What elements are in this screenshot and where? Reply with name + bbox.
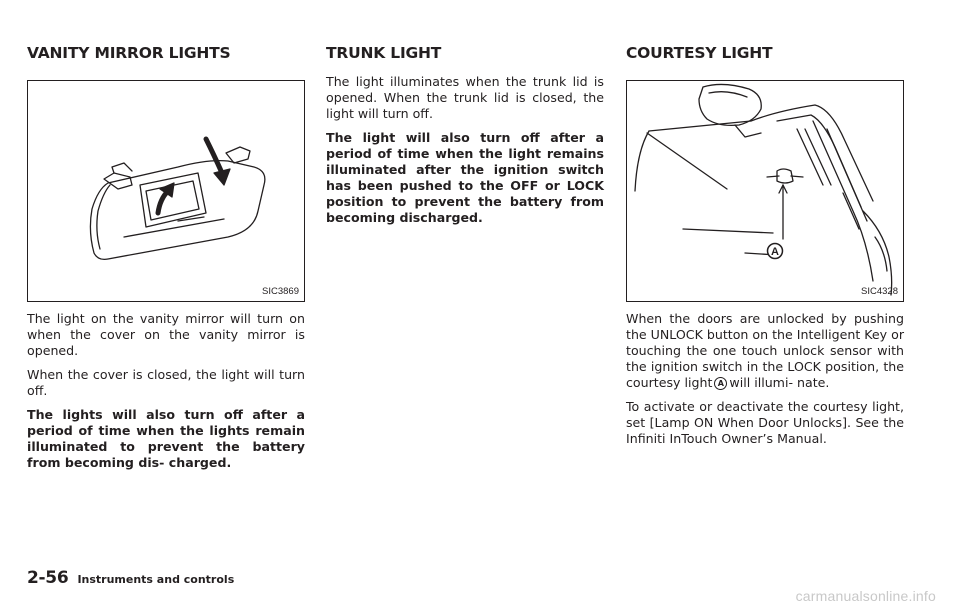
courtesy-light-section <box>626 44 904 455</box>
courtesy-figure <box>626 80 904 302</box>
sun-visor-illustration <box>28 81 304 301</box>
trunk-heading: TRUNK LIGHT <box>326 44 442 62</box>
section-name: Instruments and controls <box>77 573 235 586</box>
vanity-heading: VANITY MIRROR LIGHTS <box>27 44 231 62</box>
vanity-paragraph-1: The light on the vanity mirror will turn on when the cover on the vanity mirror is opened. <box>27 311 305 358</box>
page-number: 2-56 <box>27 568 69 588</box>
car-mirror-illustration <box>627 81 903 301</box>
courtesy-paragraph-1 <box>626 311 904 391</box>
vanity-mirror-section <box>27 44 305 479</box>
courtesy-figure-code: SIC4328 <box>861 286 898 297</box>
vanity-figure <box>27 80 305 302</box>
callout-a-icon: A <box>714 377 727 390</box>
trunk-bold-paragraph: The light will also turn off after a period of time when the light remains illuminated after the ignition switch has been pushed to the OFF or LOCK position to prevent the battery from becoming discharged. <box>326 130 604 225</box>
courtesy-text-after-callout: will illumi- nate. <box>729 375 830 390</box>
figure-callout-a: A <box>771 246 779 258</box>
trunk-light-section <box>326 44 604 234</box>
vanity-figure-code: SIC3869 <box>262 286 299 297</box>
watermark: carmanualsonline.info <box>795 588 936 604</box>
courtesy-paragraph-2: To activate or deactivate the courtesy light, set [Lamp ON When Door Unlocks]. See the Infiniti InTouch Owner’s Manual. <box>626 399 904 446</box>
page-footer <box>27 568 234 588</box>
courtesy-text-before-callout: When the doors are unlocked by pushing the UNLOCK button on the Intelligent Key or touching the one touch unlock sensor with the ignition switch in the LOCK position, the courtesy light <box>626 311 905 390</box>
vanity-paragraph-2: When the cover is closed, the light will turn off. <box>27 367 305 398</box>
trunk-paragraph: The light illuminates when the trunk lid is opened. When the trunk lid is closed, the light will turn off. <box>326 74 604 121</box>
vanity-bold-paragraph: The lights will also turn off after a period of time when the lights remain illuminated to prevent the battery from becoming dis- charged. <box>27 407 305 470</box>
courtesy-heading: COURTESY LIGHT <box>626 44 773 62</box>
